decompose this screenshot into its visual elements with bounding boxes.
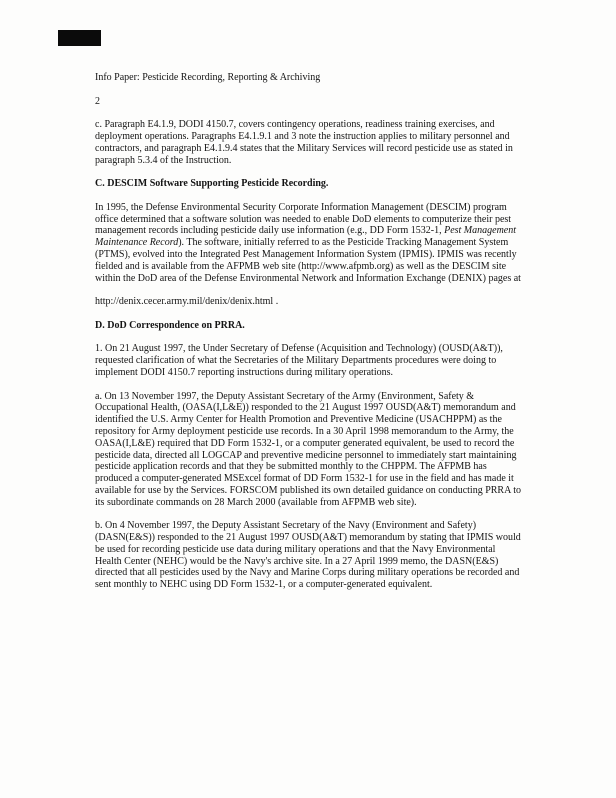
section-heading-d: D. DoD Correspondence on PRRA. bbox=[95, 319, 245, 331]
paragraph-a: a. On 13 November 1997, the Deputy Assistant Secretary of the Army (Environment, Safety & Occupational Health, (OASA(I,L&E)) responded to the 21 August 1997 OUSD(A&T) memorandum and identified the U.S. Army Center for Health Promotion and Preventive Medicine (USACHPPM) as the repository for Army deployment pesticide use records. In a 30 April 1998 memorandum to the Army, the OASA(I,L&E) required that DD Form 1532-1, or a computer generated equivalent, be used to record the pesticide data, directed all LOGCAP and preventive medicine personnel to immediately start maintaining pesticide application records and that they be submitted monthly to the CHPPM. The AFPMB has produced a computer-generated MSExcel format of DD Form 1532-1 for use in the field and has made it available for use by the Services. FORSCOM published its own detailed guidance on conducting PRRA to its subordinate commands on 28 March 2000 (available from AFPMB web site). bbox=[95, 390, 522, 508]
page-number: 2 bbox=[95, 95, 100, 107]
section-heading-c: C. DESCIM Software Supporting Pesticide Recording. bbox=[95, 178, 329, 190]
paragraph-1: 1. On 21 August 1997, the Under Secretary of Defense (Acquisition and Technology) (OUSD(A&T)), requested clarification of what the Secretaries of the Military Departments procedures were doing to implement DODI 4150.7 reporting instructions during military operations. bbox=[95, 343, 503, 378]
document-content bbox=[95, 72, 523, 603]
descim-text-before-italic: In 1995, the Defense Environmental Security Corporate Information Management (DESCIM) program office determined that a software solution was needed to enable DoD elements to computerize their pest management records including pesticide daily use information (e.g., DD Form 1532-1, bbox=[95, 201, 512, 237]
paragraph-descim bbox=[95, 202, 523, 285]
paragraph-c: c. Paragraph E4.1.9, DODI 4150.7, covers contingency operations, readiness training exercises, and deployment operations. Paragraphs E4.1.9.1 and 3 note the instruction applies to military personnel and contractors, and paragraph E4.1.9.4 states that the Military Services will record pesticide use as stated in paragraph 5.3.4 of the Instruction. bbox=[95, 119, 513, 166]
denix-url-text: http://denix.cecer.army.mil/denix/denix.html . bbox=[95, 296, 279, 308]
paragraph-b: b. On 4 November 1997, the Deputy Assistant Secretary of the Navy (Environment and Safety) (DASN(E&S)) responded to the 21 August 1997 OUSD(A&T) memorandum by stating that IPMIS would be used for recording pesticide use data during military operations and that the Navy Environmental Health Center (NEHC) would be the Navy's archive site. In a 27 April 1999 memo, the DASN(E&S) directed that all pesticides used by the Navy and Marine Corps during military operations be recorded and sent monthly to NEHC using DD Form 1532-1, or a computer-generated equivalent. bbox=[95, 520, 521, 591]
descim-text-after-italic: ). The software, initially referred to as the Pesticide Tracking Management System (PTMS), evolved into the Integrated Pest Management Information System (IPMIS). IPMIS was recently fielded and is available from the AFPMB web site (http://www.afpmb.org) as well as the DESCIM site within the DoD area of the Defense Environmental Network and Information Exchange (DENIX) pages at bbox=[95, 237, 521, 284]
document-header: Info Paper: Pesticide Recording, Reporting & Archiving bbox=[95, 72, 321, 83]
descim-italic-form-title: Pest Management Maintenance Record bbox=[95, 225, 517, 249]
scan-artifact-black-box bbox=[58, 30, 101, 46]
